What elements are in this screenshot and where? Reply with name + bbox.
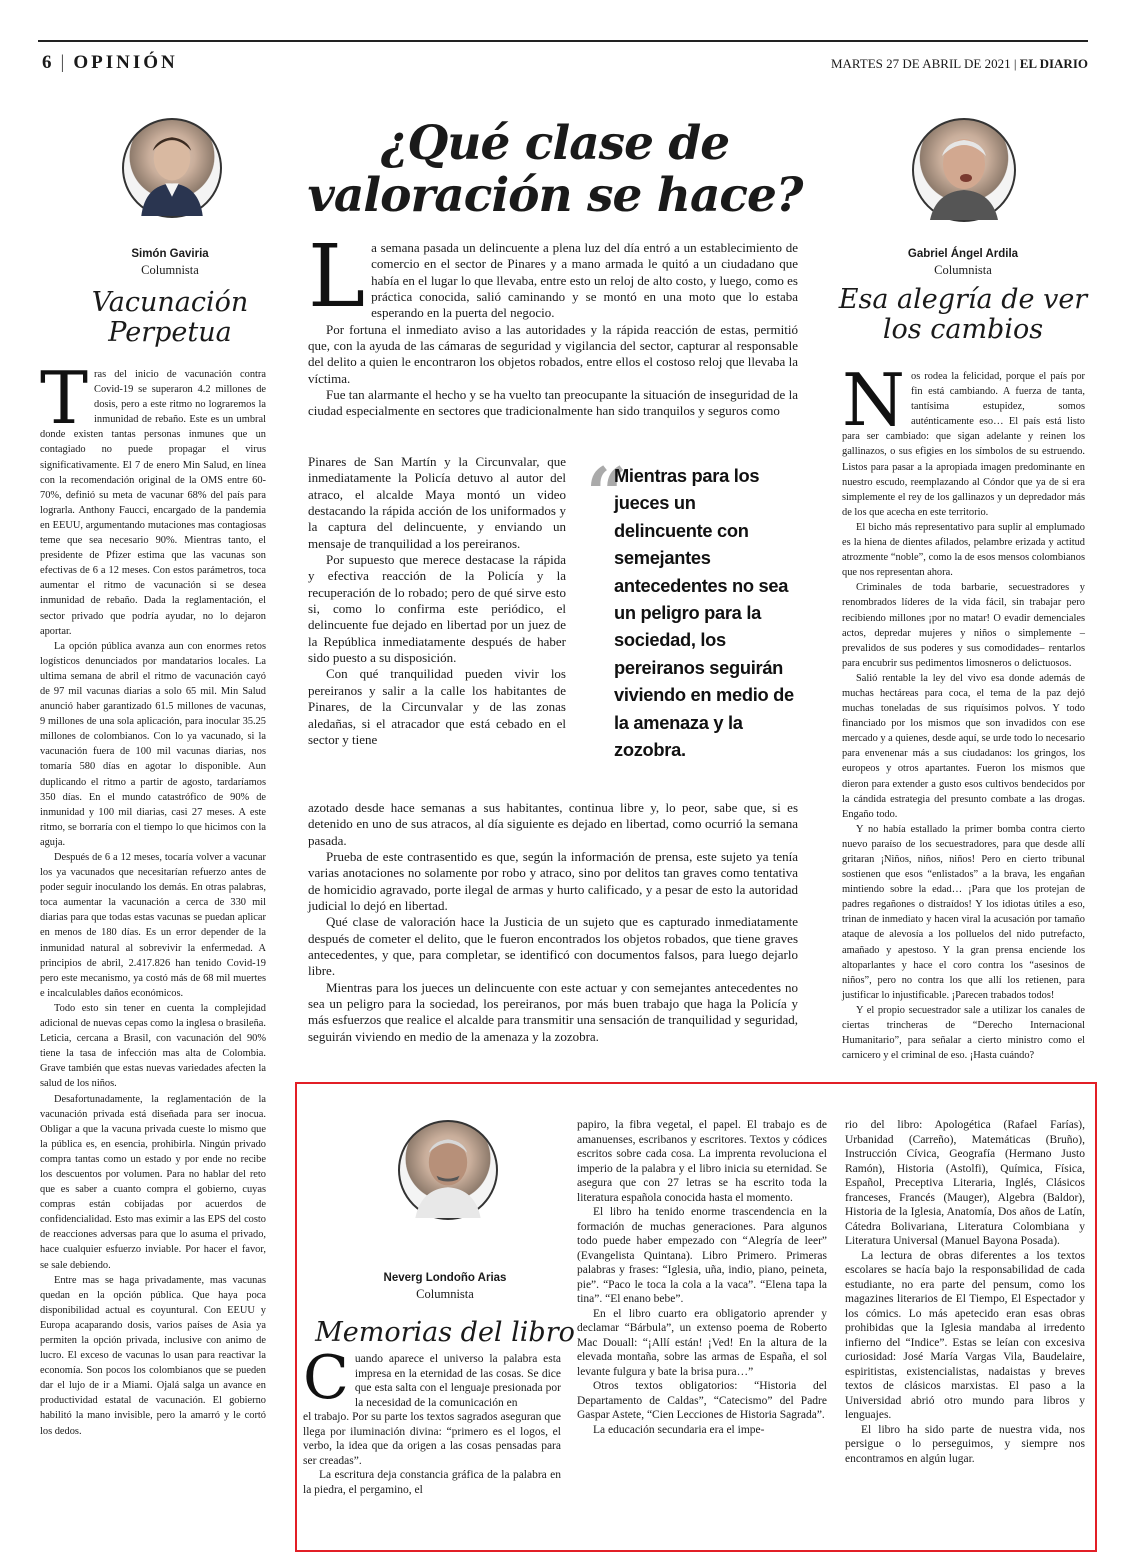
main-article-bottom [308,800,798,1045]
column-body-left [40,356,266,1439]
section-name: OPINIÓN [73,52,178,73]
column-body-right [842,358,1085,1063]
top-rule [38,40,1088,42]
drop-cap: N [842,358,905,442]
pull-quote: Mientras para los jueces un delincuente con semejantes antecedentes no sea un peligro para la sociedad, los pereiranos seguirán viviendo en medio de la amenaza y la zozobra. [614,465,794,761]
paragraph: Otros textos obligatorios: “Historia del Departamento de Caldas”, “Catecismo” del Padre Gaspar Astete, “Cien Lecciones de Historia Sagrada”. [577,1380,827,1421]
author-role-bottom: Columnista [416,1287,474,1301]
paragraph: os rodea la felicidad, porque el país por fin está cambiando. A fuerza de tanta, tantísima estupidez, somos auténticamente eso… El país está listo para ser cambiado: que sigan adelante y reinen los gallinazos, o sus efigies en los símbolos de su estruendo. Listos para pasar a la apropiada imagen predominante en nuestro escudo, reemplazando al Cóndor que ya de si era simplemente el rey de los gallinazos y un depredador más de los que acecha en este territorio. [842,371,1085,518]
author-name-bottom: Neverg Londoño Arias [383,1272,507,1284]
main-article-narrow [308,454,566,748]
paragraph: La educación secundaria era el impe- [593,1423,765,1436]
author-role-left: Columnista [141,263,199,277]
paragraph: Y no había estallado la primer bomba contra cierto nuevo paraíso de los secuestradores, para que desde allí gritaran ¡Niños, niños, niños! Pero en cierto tribunal sostienen que esos “enlistados” a la brava, les engañan mintiendo sobre la edad… ¡Para que los protejan de padres regañones o distraídos! Y los idiotas útiles a eso, trinan de inmediato y hacen viral la acusación por tamaño ataque de alevosía a los polluelos del nido putrefacto, amañado y apestoso. Y la gran prensa enciende los altoparlantes y hace el coro contra los “asesinos de niños”, pero no contra los que allí los retienen, para justificar lo injustificable. ¡Parecen trabados todos! [842,823,1085,1001]
paragraph: El bicho más representativo para suplir al emplumado es la hiena de dientes afilados, pelambre erizada y actitud atrozmente “noble”, como la de esos mensos colombianos que nos representan ahora. [842,521,1085,579]
separator: | [60,52,68,73]
drop-cap: T [40,356,89,440]
paragraph: Con qué tranquilidad pueden vivir los pereiranos y salir a la calle los habitantes de Pinares, de la Circunvalar y de las zonas aledañas, si el atracador que está cebado en el sector y tiene [308,666,566,747]
paragraph: Prueba de este contrasentido es que, según la información de prensa, este sujeto ya tenía varias anotaciones no solamente por robo y atraco, sino por delitos tan graves como tentativa de homicidio agravado, porte ilegal de armas y hurto calificado, y a pesar de esto la autoridad judicial lo dejó en libertad. [308,849,798,914]
paragraph: Después de 6 a 12 meses, tocaría volver a vacunar los ya vacunados que necesitarían refuerzo antes de poder seguir inoculando los demás. En otras palabras, toca aumentar la vacunación a cerca de 330 mil diarias para que todas estas vacunas se puedan aplicar en menos de 180 días. Es un error depender de la inmunidad natural al sobrevivir la enfermedad. A principios de abril, 2.417.826 han tenido Covid-19 pero este mecanismo, ya costó más de 68 mil muertes e incalculables daños económicos. [40,852,266,999]
paragraph: La lectura de obras diferentes a los textos escolares se hacía bajo la responsabilidad de cada estudiante, no era parte del pensum, como los magazines literarios de El Tiempo, El Espectador y los cómics. Lo más apetecido eran esas obras prohibidas que la Iglesia mandaba al irredento infierno del “Indice”. Estas se leían con excesiva curiosidad: José María Vargas Vila, Baudelaire, espiritistas, existencialistas, nadaistas y breves textos de clásicos marxistas. El paso a la Universidad abrió otro mundo para libros y lenguajes. [845,1249,1085,1421]
paragraph: el trabajo. Por su parte los textos sagrados aseguran que llega por iluminación divina: “primero es el logos, el verbo, la idea que da origen a las cosas pensadas para ser creadas”. [303,1411,561,1467]
paragraph: papiro, la fibra vegetal, el papel. El trabajo es de amanuenses, escribanos y escritores. Textos y códices escritos sobre cada cosa. La imprenta revoluciona el imperio de la palabra y el libro inicia su eternidad. Se asegura que con 27 letras se ha escrito toda la literatura española conocida hasta el momento. [577,1119,827,1204]
paragraph: rio del libro: Apologética (Rafael Farías), Urbanidad (Carreño), Matemáticas (Bruño), Instrucción Cívica, Geografía (Hermano Justo Ramón), Historia (Astolfi), Química, Física, Español, Preceptiva Literaria, Inglés, Clásicos franceses, Francés (Mauger), Algebra (Baldor), Historia de la Iglesia, Anatomía, Dos años de Latín, Cátedra Bolivariana, Literatura Colombiana y Literatura Universal (Manuel Bayona Posada). [845,1119,1085,1247]
paragraph: Por supuesto que merece destacase la rápida y efectiva reacción de la Policía y la recuperación de lo robado; pero de qué sirve esto si, como lo confirma este periódico, el delincuente fue dejado en libertad por un juez de la República inmediatamente después de haber sido puesto a su disposición. [308,552,566,666]
issue-date: MARTES 27 DE ABRIL DE 2021 [830,56,1011,71]
section-header [42,52,178,74]
portrait-icon [914,120,1014,220]
paragraph: Y el propio secuestrador sale a utilizar los canales de ciertas trincheras de “Derecho Internacional Humanitario”, para señalar a cierto ministro como el carnicero y el criminal de eso. ¡Hasta cuándo? [842,1004,1085,1062]
paragraph: Por fortuna el inmediato aviso a las autoridades y la rápida reacción de estas, permitió que, con la ayuda de las cámaras de seguridad y vigilancia del sector, capturar al responsable del delito a quien le encontraron los objetos robados, entre ellos el costoso reloj que llevaba la víctima. [308,321,798,386]
drop-cap: C [303,1343,349,1413]
bottom-column-3 [845,1118,1085,1466]
newspaper-name: EL DIARIO [1019,56,1088,71]
paragraph: ras del inicio de vacunación contra Covid-19 se superaron 4.2 millones de dosis, pero a este ritmo no lograremos la inmunidad de rebaño. Este es un umbral donde existen tantas personas inmunes que un contagiado no puede propagar el virus significativamente. El 7 de enero Min Salud, en línea con la recomendación original de la OMS entre 60-70%, definió su meta de vacunar 68% del país para lograrla. Anthony Faucci, encargado de la pandemia en EEUU, argumentando mutaciones mas contagiosas teme que sea necesario 90%. Mientras tanto, el presidente de Pfizer estima que las vacunas son efectivas de 6 a 12 meses. Con estos parámetros, toca aumentar el ritmo de vacunación si se desea inmunidad de rebaño. Dada la reglamentación, el sector privado que podría ayudar, no lo dejaron aportar. [40,369,266,637]
paragraph: El libro ha sido parte de nuestra vida, nos persigue o lo perseguimos, y siempre nos encontramos en algún lugar. [845,1423,1085,1465]
date-line: MARTES 27 DE ABRIL DE 2021 | EL DIARIO [830,56,1088,71]
paragraph: Todo esto sin tener en cuenta la complejidad adicional de nuevas cepas como la inglesa o brasileña. Leticia, cercana a Brasil, con vacunación del 90% tiene la tasa de infección mas alta de Colombia. Grave también que estas nuevas variedades afecten la salud de los niños. [40,1002,266,1090]
masthead [38,50,1088,78]
paragraph: Pinares de San Martín y la Circunvalar, que inmediatamente la Policía detuvo al autor del atraco, el alcalde Maya montó un video destacando la rápida acción de los uniformados y la captura del delincuente, y enviando un mensaje de tranquilidad a los pereiranos. [308,454,566,551]
drop-cap: L [308,227,366,327]
column-title-bottom: Memorias del libro [315,1317,575,1348]
paragraph: uando aparece el universo la palabra esta impresa en la eternidad de las cosas. Se dice que esta salta con el lenguaje presionada por la necesidad de la comunicación en [354,1353,561,1409]
paragraph: Desafortunadamente, la reglamentación de la vacunación privada está diseñada para ser inocua. Obligar a que la vacuna privada cueste lo mismo que la pública es, en esencia, prohibirla. Ningún privado compra tantas como un estado y por ende no recibe los descuentos por volumen. Para no hablar del reto que es saber a cuanto compra el gobierno, cuyas compras están cobijadas por acuerdos de confidencialidad. Esto mas eximir a las EPS del costo de reacciones adversas para que lo asuma el privado, hace cualquier esfuerzo inviable. Por hacer el favor, se sale debiendo. [40,1093,266,1271]
author-role-right: Columnista [934,263,992,277]
bottom-column-2 [577,1118,827,1437]
main-headline: ¿Qué clase de valoración se hace? [307,116,803,223]
author-photo-left [122,118,222,218]
paragraph: El libro ha tenido enorme trascendencia en la formación de muchas generaciones. Para algunos todo puede haber empezado con “Alegría de leer” (Evangelista Quintana). Libro Primero. Primeras palabras y frases: “Iglesia, uña, indio, piano, peineta, pie”. “Paco le toca la cola a la vaca”. “Elena tapa la tina”. “El enano bebe”. [577,1206,827,1305]
quote-mark-icon: “ [586,451,628,536]
portrait-icon [400,1122,496,1218]
paragraph: La escritura deja constancia gráfica de la palabra en la piedra, el pergamino, el [303,1469,561,1496]
paragraph: a semana pasada un delincuente a plena luz del día entró a un establecimiento de comercio en el sector de Pinares y a mano armada le quitó a un ciudadano que había en el lugar lo que llevaba, entre esto un reloj de alto costo, y luego, como es práctica conocida, salió caminando y se montó en una moto que lo estaba esperando en la puerta del negocio. [371,240,798,321]
column-title-right: Esa alegría de ver los cambios [838,284,1088,345]
paragraph: En el libro cuarto era obligatorio aprender y declamar “Bárbula”, un extenso poema de Roberto Mac Douall: “¡Allí están! ¡Ved! En la altura de la elevada montaña, sobre las armas de España, el sol levante fulgura y bate la brisa pura…” [577,1307,827,1378]
paragraph: Criminales de toda barbarie, secuestradores y renombrados líderes de la vida fácil, sin trabajar pero recibiendo millones ¡por no matar! O evadir demenciales actos, depredar mujeres y niños o simplemente –prevalidos de sus poderes y sus comodidades– rentarlos para encubrir sus pedimentos limosneros o delictuosos. [842,582,1085,669]
main-article-top [308,227,798,420]
paragraph: Qué clase de valoración hace la Justicia de un sujeto que es capturado inmediatamente después de cometer el delito, que le fueron encontrados los objetos robados, que tiene graves antecedentes, y que, para completar, se identificó con documentos falsos, para luego dejarlo libre. [308,914,798,979]
paragraph: Mientras para los jueces un delincuente con este actuar y con semejantes antecedentes no sea un peligro para la sociedad, los pereiranos, por más buen trabajo que haga la Policía y más esfuerzos que realice el alcalde para transmitir una sensación de tranquilidad y seguridad, seguirán viviendo en medio de la amenaza y la zozobra. [308,979,798,1044]
author-photo-bottom [398,1120,498,1220]
paragraph: Entre mas se haga privadamente, mas vacunas quedan en la opción pública. Que haya poca disponibilidad actual es coyuntural. Con EEUU y Europa acaparando dosis, varios países de Asia ya permiten la opción privada, inclusive con animo de lucro. El exceso de vacunas lo usan para reactivar la economía. Son pocos los colombianos que se pueden dar el lujo de ir a Miami. Ojalá salga un avance en productividad estatal de vacunación. El gobierno habilitó la mano invisible, pero la amarró y le cortó los dedos. [40,1274,266,1437]
author-photo-right [912,118,1016,222]
author-name-right: Gabriel Ángel Ardila [907,248,1019,260]
bottom-column-1 [303,1343,561,1497]
author-name-left: Simón Gaviria [131,248,209,260]
portrait-icon [124,120,220,216]
column-title-left: Vacunación Perpetua [91,287,249,348]
page-number: 6 [42,52,55,73]
paragraph: Fue tan alarmante el hecho y se ha vuelto tan preocupante la situación de inseguridad de la ciudad especialmente en sectores que tradicionalmente han sido tranquilos y seguros como [308,387,798,419]
paragraph: La opción pública avanza aun con enormes retos logísticos denunciados por mandatarios locales. La ultima semana de abril el ritmo de vacunación cayó de 97 mil vacunas diarias a solo 65 mil. Min Salud anunció haber garantizado 61.5 millones de vacunas, 9 millones de una sola aplicación, para inocular 35.25 millones de colombianos. Con lo ya vacunado, si la vacunación fuera de 100 mil vacunas diarias, nos tomaría 580 días en agotar lo disponible. Aun duplicando el ritmo a partir de agosto, tardaríamos 350 días. En el mundo catastrófico de 90% de inmunidad y 100 mil diarias, casi 27 meses. A este ritmo, se borraría con el tiempo lo que hicimos con la aguja. [40,640,266,848]
paragraph: Salió rentable la ley del vivo esa donde además de muchas hectáreas para coca, el tema de la paz dejó muchas toneladas de sus riquísimos polvos. Y todo financiado por los mismos que son invadidos con ese mercado y a quienes, desde aquí, se urde todo lo necesario para envenenar más a sus ciudadanos: los gringos, los europeos y otros apartantes. Fueron los mismos que dieron para extender a gusto esos cultivos bendecidos por la cándida estrategia del presunto combate a las drogas. Engaño todo. [842,672,1085,820]
paragraph: azotado desde hace semanas a sus habitantes, continua libre y, lo peor, sabe que, si es detenido en uno de sus atracos, al día siguiente es dejado en libertad, como ocurrió la semana pasada. [308,800,798,848]
